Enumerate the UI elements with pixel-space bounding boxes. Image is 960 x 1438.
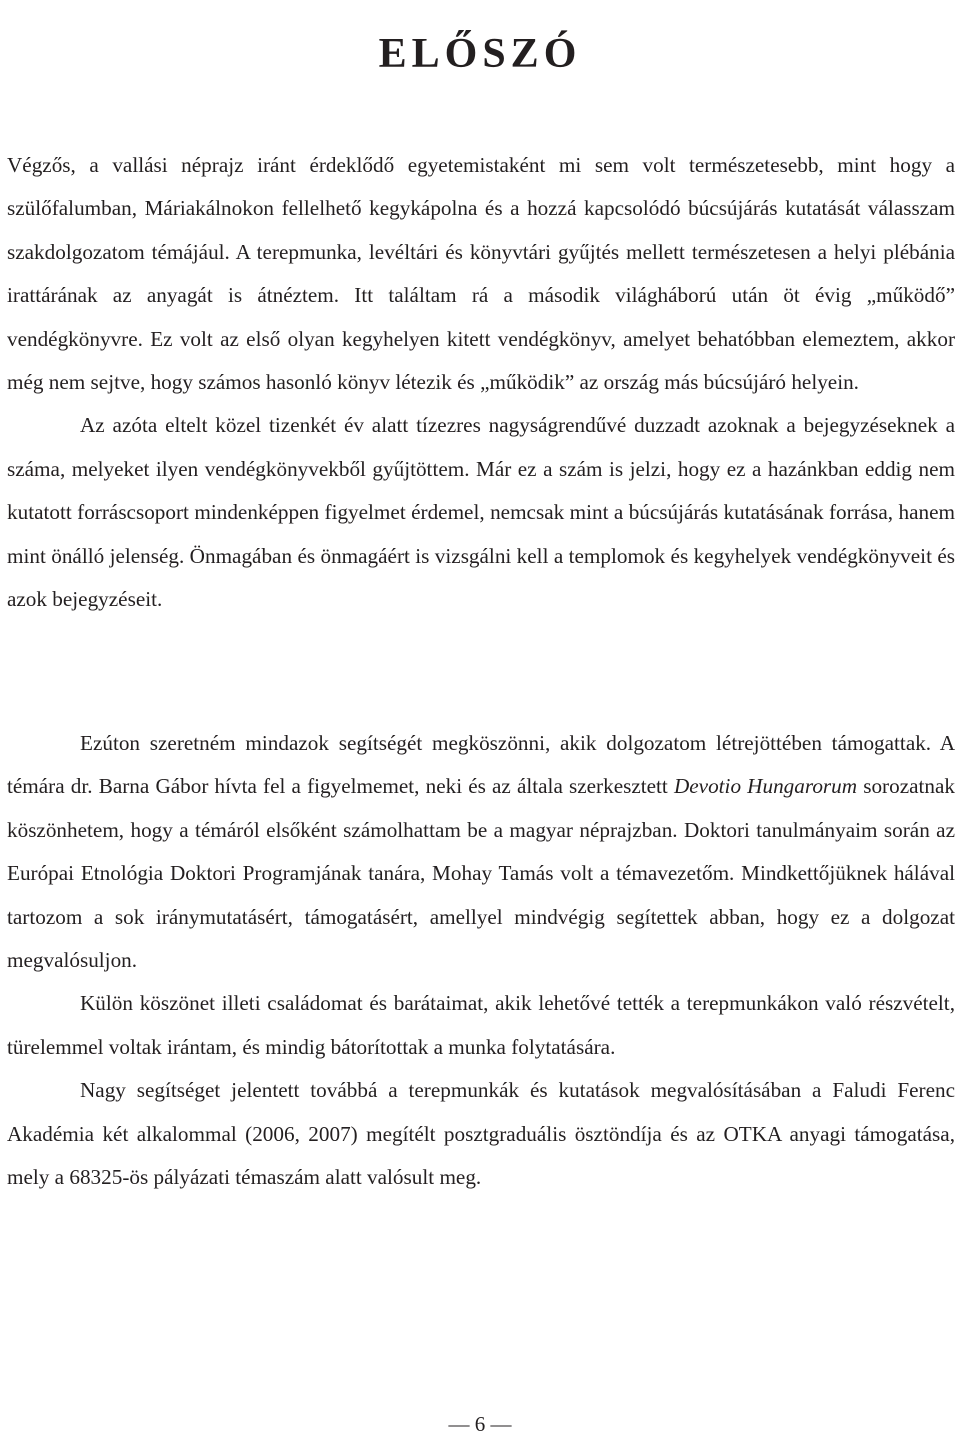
series-title: Devotio Hungarorum [673, 774, 858, 799]
paragraph-supervisors [7, 722, 955, 982]
page-title: ELŐSZÓ [378, 31, 582, 78]
preface-section-motivation [7, 144, 955, 621]
preface-section-acknowledgements [7, 722, 955, 1199]
paragraph-supervisors-text-end: sorozatnak köszönhetem, hogy a témáról elsőként számolhattam be a magyar néprajzban. Doktori tanulmányaim során az Európai Etnológia Doktori Programjának tanára, Mohay Tamás volt a témavezetőm. Mindkettőjüknek hálával tartozom a sok iránymutatásért, támogatásért, amellyel mindvégig segítettek abban, hogy ez a dolgozat megvalósuljon. [7, 774, 955, 973]
paragraph-origin: Végzős, a vallási néprajz iránt érdeklődő egyetemistaként mi sem volt természetesebb, mint hogy a szülőfalumban, Máriakálnokon fellelhető kegykápolna és a hozzá kapcsolódó búcsújárás kutatását válasszam szakdolgozatom témájául. A terepmunka, levéltári és könyvtári gyűjtés mellett természetesen a helyi plébánia irattárának az anyagát is átnéztem. Itt találtam rá a második világháború után öt évig „működő” vendégkönyvre. Ez volt az első olyan kegyhelyen kitett vendégkönyv, amelyet behatóbban elemeztem, akkor még nem sejtve, hogy számos hasonló könyv létezik és „működik” az ország más búcsújáró helyein. [7, 153, 955, 395]
page-number: — 6 — [448, 1412, 512, 1436]
paragraph-family: Külön köszönet illeti családomat és barátaimat, akik lehetővé tették a terepmunkákon való részvételt, türelemmel voltak irántam, és mindig bátorítottak a munka folytatására. [7, 991, 955, 1059]
paragraph-funding: Nagy segítséget jelentett továbbá a terepmunkák és kutatások megvalósításában a Faludi Ferenc Akadémia két alkalommal (2006, 2007) megítélt posztgraduális ösztöndíja és az OTKA anyagi támogatása, mely a 68325-ös pályázati témaszám alatt valósult meg. [7, 1078, 955, 1190]
paragraph-significance: Az azóta eltelt közel tizenkét év alatt tízezres nagyságrendűvé duzzadt azoknak a bejegyzéseknek a száma, melyeket ilyen vendégkönyvekből gyűjtöttem. Már ez a szám is jelzi, hogy ez a hazánkban eddig nem kutatott forráscsoport mindenképpen figyelmet érdemel, nemcsak mint a búcsújárás kutatásának forrása, hanem mint önálló jelenség. Önmagában és önmagáért is vizsgálni kell a templomok és kegyhelyek vendégkönyveit és azok bejegyzéseit. [7, 413, 955, 612]
paragraph-supervisors-text-start: Ezúton szeretném mindazok segítségét megköszönni, akik dolgozatom létrejöttében támogattak. A témára dr. Barna Gábor hívta fel a figyelmemet, neki és az általa szerkesztett [7, 731, 955, 799]
